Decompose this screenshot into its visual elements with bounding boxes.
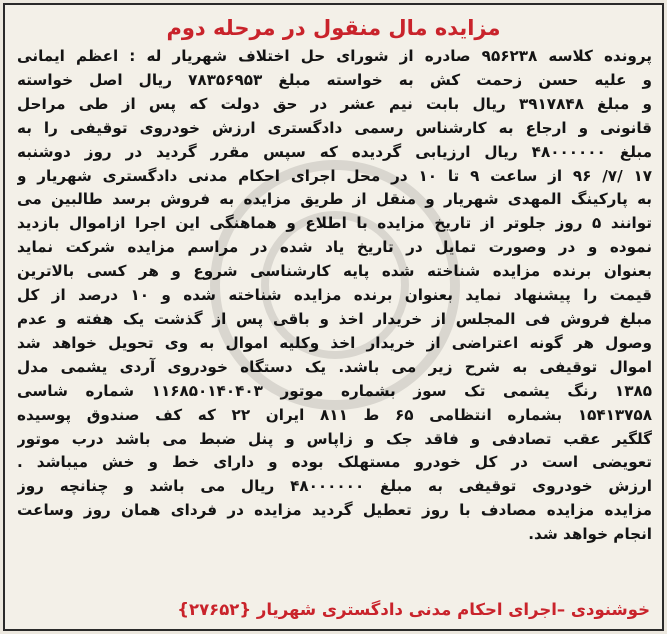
notice-body-line: توانند ۵ روز جلوتر از تاریخ مزایده با اطلاع و هماهنگی این اجرا ازاموال بازدید bbox=[17, 214, 652, 233]
notice-body-line: انجام خواهد شد. bbox=[528, 525, 652, 544]
notice-body-line: ۱۷ /۷/ ۹۶ از ساعت ۹ تا ۱۰ در محل اجرای احکام مدنی دادگستری شهریار و bbox=[17, 166, 652, 185]
notice-body-line: پرونده کلاسه ۹۵۶۲۳۸ صادره از شورای حل اختلاف شهریار له : اعظم ایمانی bbox=[17, 47, 652, 65]
notice-body-line: ۱۵۴۱۳۷۵۸ بشماره انتظامی ۶۵ ط ۸۱۱ ایران ۲۲ که کف صندوق پوسیده bbox=[17, 405, 652, 424]
notice-body bbox=[5, 45, 662, 547]
notice-body-line: تعویضی است در کل خودرو مستهلک بوده و دارای خط و خش میباشد . bbox=[17, 453, 652, 472]
notice-body-line: بعنوان برنده مزایده شناخته شده پایه کارشناسی شروع و هر کسی بالاترین bbox=[17, 262, 652, 281]
notice-body-line: وصول هر گونه اعتراضی از خریدار اخذ وکلیه اموال به وی تحویل خواهد شد bbox=[17, 333, 652, 352]
notice-footer: خوشنودی –اجرای احکام مدنی دادگستری شهریار {۲۷۶۵۲} bbox=[177, 600, 650, 619]
notice-body-line: به پارکینگ المهدی شهریار و منقل از طریق مزایده به فروش برسد طالبین می bbox=[17, 190, 652, 209]
notice-body-line: اموال توقیفی به شرح زیر می باشد. یک دستگاه خودروی آردی یشمی مدل bbox=[17, 357, 652, 376]
notice-body-line: قیمت را پیشنهاد نماید بعنوان برنده مزایده شناخته شده و ۱۰ درصد از کل bbox=[17, 286, 652, 305]
notice-body-line: ارزش خودروی توقیفی به مبلغ ۴۸۰۰۰۰۰۰ ریال می باشد و چنانچه روز bbox=[17, 477, 652, 496]
notice-title: مزایده مال منقول در مرحله دوم bbox=[166, 16, 501, 40]
notice-body-line: مزایده مزایده مصادف با روز تعطیل گردید مزایده در فردای همان روز وساعت bbox=[17, 501, 652, 520]
notice-body-line: قانونی و ارجاع به کارشناس رسمی دادگستری ارزش خودروی توقیفی را به bbox=[17, 118, 652, 137]
notice-body-line: گلگیر عقب تصادفی و فاقد جک و زاپاس و پنل ضبط می باشد درب موتور bbox=[17, 429, 652, 448]
notice-body-line: نموده و در وصورت تمایل در تاریخ یاد شده در مراسم مزایده شرکت نماید bbox=[17, 238, 652, 257]
notice-body-line: مبلغ ۴۸۰۰۰۰۰۰ ریال ارزیابی گردیده که سپس مقرر گردید در روز دوشنبه bbox=[17, 142, 652, 161]
notice-body-line: و علیه حسن زحمت کش به خواسته مبلغ ۷۸۳۵۶۹۵۳ ریال اصل خواسته bbox=[17, 70, 652, 89]
notice-body-line: ۱۳۸۵ رنگ یشمی تک سوز بشماره موتور ۱۱۶۸۵۰۱۴۰۴۰۳ شماره شاسی bbox=[17, 381, 652, 400]
notice-body-line: مبلغ فروش فی المجلس از خریدار اخذ و باقی پس از گذشت یک هفته و عدم bbox=[17, 309, 652, 328]
notice-body-line: و مبلغ ۳۹۱۷۸۴۸ ریال بابت نیم عشر در حق دولت که پس از طی مراحل bbox=[17, 94, 652, 113]
notice-frame bbox=[3, 3, 664, 631]
